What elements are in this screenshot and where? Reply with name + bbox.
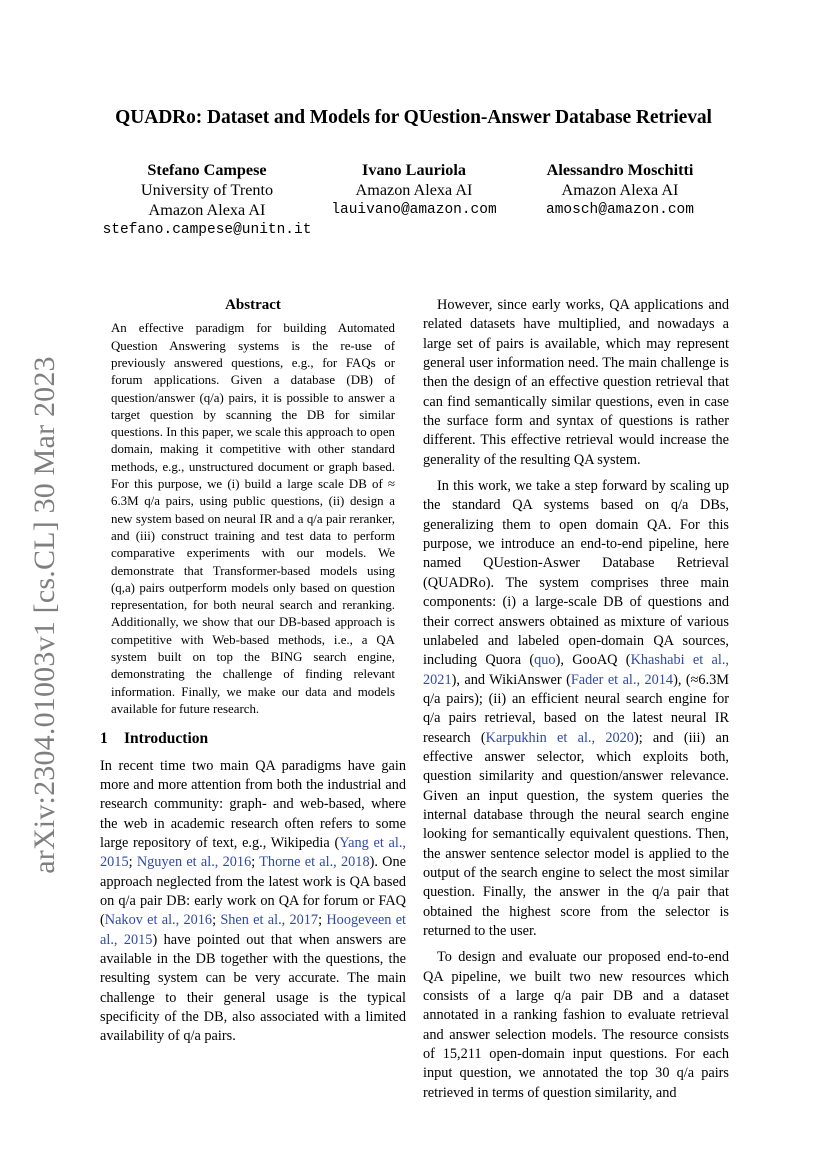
- author-name: Ivano Lauriola: [362, 161, 466, 179]
- author-email: stefano.campese@unitn.it: [102, 222, 312, 238]
- arxiv-identifier-text: arXiv:2304.01003v1 [cs.CL] 30 Mar 2023: [28, 356, 61, 874]
- author-affiliation: Amazon Alexa AI: [561, 181, 679, 199]
- citation-link[interactable]: Nakov et al., 2016: [104, 912, 213, 929]
- citation-link[interactable]: Nguyen et al., 2016: [136, 854, 252, 871]
- citation-link[interactable]: Khashabi et al., 2021: [423, 652, 729, 688]
- author-affiliation: Amazon Alexa AI: [148, 201, 266, 219]
- author-block: [96, 160, 318, 240]
- right-column: [423, 296, 729, 1103]
- citation-link[interactable]: Hoogeveen et al., 2015: [100, 912, 407, 948]
- intro-paragraph-4: To design and evaluate our proposed end-to-end QA pipeline, we built two new resources which consists of a large q/a pair DB and a dataset annotated in a ranking fashion to evaluate retrieval and answer selection models. The resource consists of 15,211 open-domain input questions. For each input question, we annotated the top 30 q/a pairs retrieved in terms of question similarity, and: [423, 949, 729, 1101]
- author-affiliation: Amazon Alexa AI: [355, 181, 473, 199]
- citation-link[interactable]: Karpukhin et al., 2020: [485, 729, 634, 746]
- intro-paragraph-1: In recent time two main QA paradigms have gain more and more attention from both the industrial and research community: graph- and web-based, where the web in academic research often refers to some large repository of text, e.g., Wikipedia (Yang et al., 2015; Nguyen et al., 2016; Thorne et al., 2018). One approach neglected from the latest work is QA based on q/a pair DB: early work on QA for forum or FAQ (Nakov et al., 2016; Shen et al., 2017; Hoogeveen et al., 2015) have pointed out that when answers are available in the DB together with the questions, the resulting system can be very accurate. The main challenge to their general usage is the typical specificity of the DB, also associated with a limited availability of q/a pairs.: [100, 757, 407, 1045]
- author-email: amosch@amazon.com: [546, 202, 694, 218]
- author-name: Stefano Campese: [147, 161, 267, 179]
- intro-paragraph-2: However, since early works, QA applications and related datasets have multiplied, and nowadays a large set of pairs is available, which may represent general user information need. The main challenge is then the design of an effective question retrieval that can find semantically similar questions, even in case the surface form and syntax of questions is rather different. This effective retrieval would increase the generality of the resulting QA system.: [423, 297, 729, 468]
- author-block: [522, 160, 718, 220]
- abstract-heading: Abstract: [225, 297, 281, 313]
- abstract-body: An effective paradigm for building Automated Question Answering systems is the re-use of previously answered questions, e.g., for FAQs or forum applications. Given a database (DB) of question/answer (q/a) pairs, it is possible to answer a target question by scanning the DB for similar questions. In this paper, we scale this approach to open domain, making it competitive with other standard methods, e.g., unstructured document or graph based. For this purpose, we (i) build a large scale DB of ≈ 6.3M q/a pairs, using public questions, (ii) design a new system based on neural IR and a q/a pair reranker, and (iii) construct training and test data to perform comparative experiments with our models. We demonstrate that Transformer-based models using (q,a) pairs outperform models only based on question representation, for both neural search and reranking. Additionally, we show that our DB-based approach is competitive with Web-based methods, i.e., a QA system built on top the BING search engine, demonstrating the challenge of finding relevant information. Finally, we make our data and models available for future research.: [111, 321, 395, 716]
- author-affiliation: University of Trento: [140, 181, 274, 199]
- section-title: Introduction: [124, 730, 209, 748]
- citation-link[interactable]: quo: [534, 652, 556, 669]
- section-heading: [100, 729, 406, 748]
- citation-link[interactable]: Fader et al., 2014: [570, 671, 674, 688]
- author-name: Alessandro Moschitti: [546, 161, 694, 179]
- citation-link[interactable]: Yang et al., 2015: [100, 834, 406, 871]
- citation-link[interactable]: Thorne et al., 2018: [259, 854, 370, 871]
- intro-paragraph-3: In this work, we take a step forward by scaling up the standard QA systems based on q/a DBs, generalizing them to open domain QA. For this purpose, we introduce an end-to-end pipeline, here named QUestion-Aswer Database Retrieval (QUADRo). The system comprises three main components: (i) a large-scale DB of questions and their correct answers obtained as mixture of various unlabeled and labeled open-domain QA sources, including Quora (quo), GooAQ (Khashabi et al., 2021), and WikiAnswer (Fader et al., 2014), (≈6.3M q/a pairs); (ii) an efficient neural search engine for q/a pairs retrieval, based on the latest neural IR research (Karpukhin et al., 2020); and (iii) an effective answer selector, which exploits both, question similarity and question/answer relevance. Given an input question, the system queries the internal database through the neural search engine looking for semantically equivalent questions. Then, the answer sentence selector model is applied to the output of the search engine to select the most similar question. Finally, the answer in the q/a pair that obtained the highest score from the selector is returned to the user.: [423, 478, 730, 939]
- arxiv-identifier: [20, 335, 70, 895]
- author-block: [316, 160, 512, 220]
- author-email: lauivano@amazon.com: [331, 202, 497, 218]
- section-number: 1: [100, 730, 108, 748]
- citation-link[interactable]: Shen et al., 2017: [220, 912, 319, 929]
- paper-title: QUADRo: Dataset and Models for QUestion-Answer Database Retrieval: [115, 107, 712, 128]
- left-column: [100, 296, 406, 1047]
